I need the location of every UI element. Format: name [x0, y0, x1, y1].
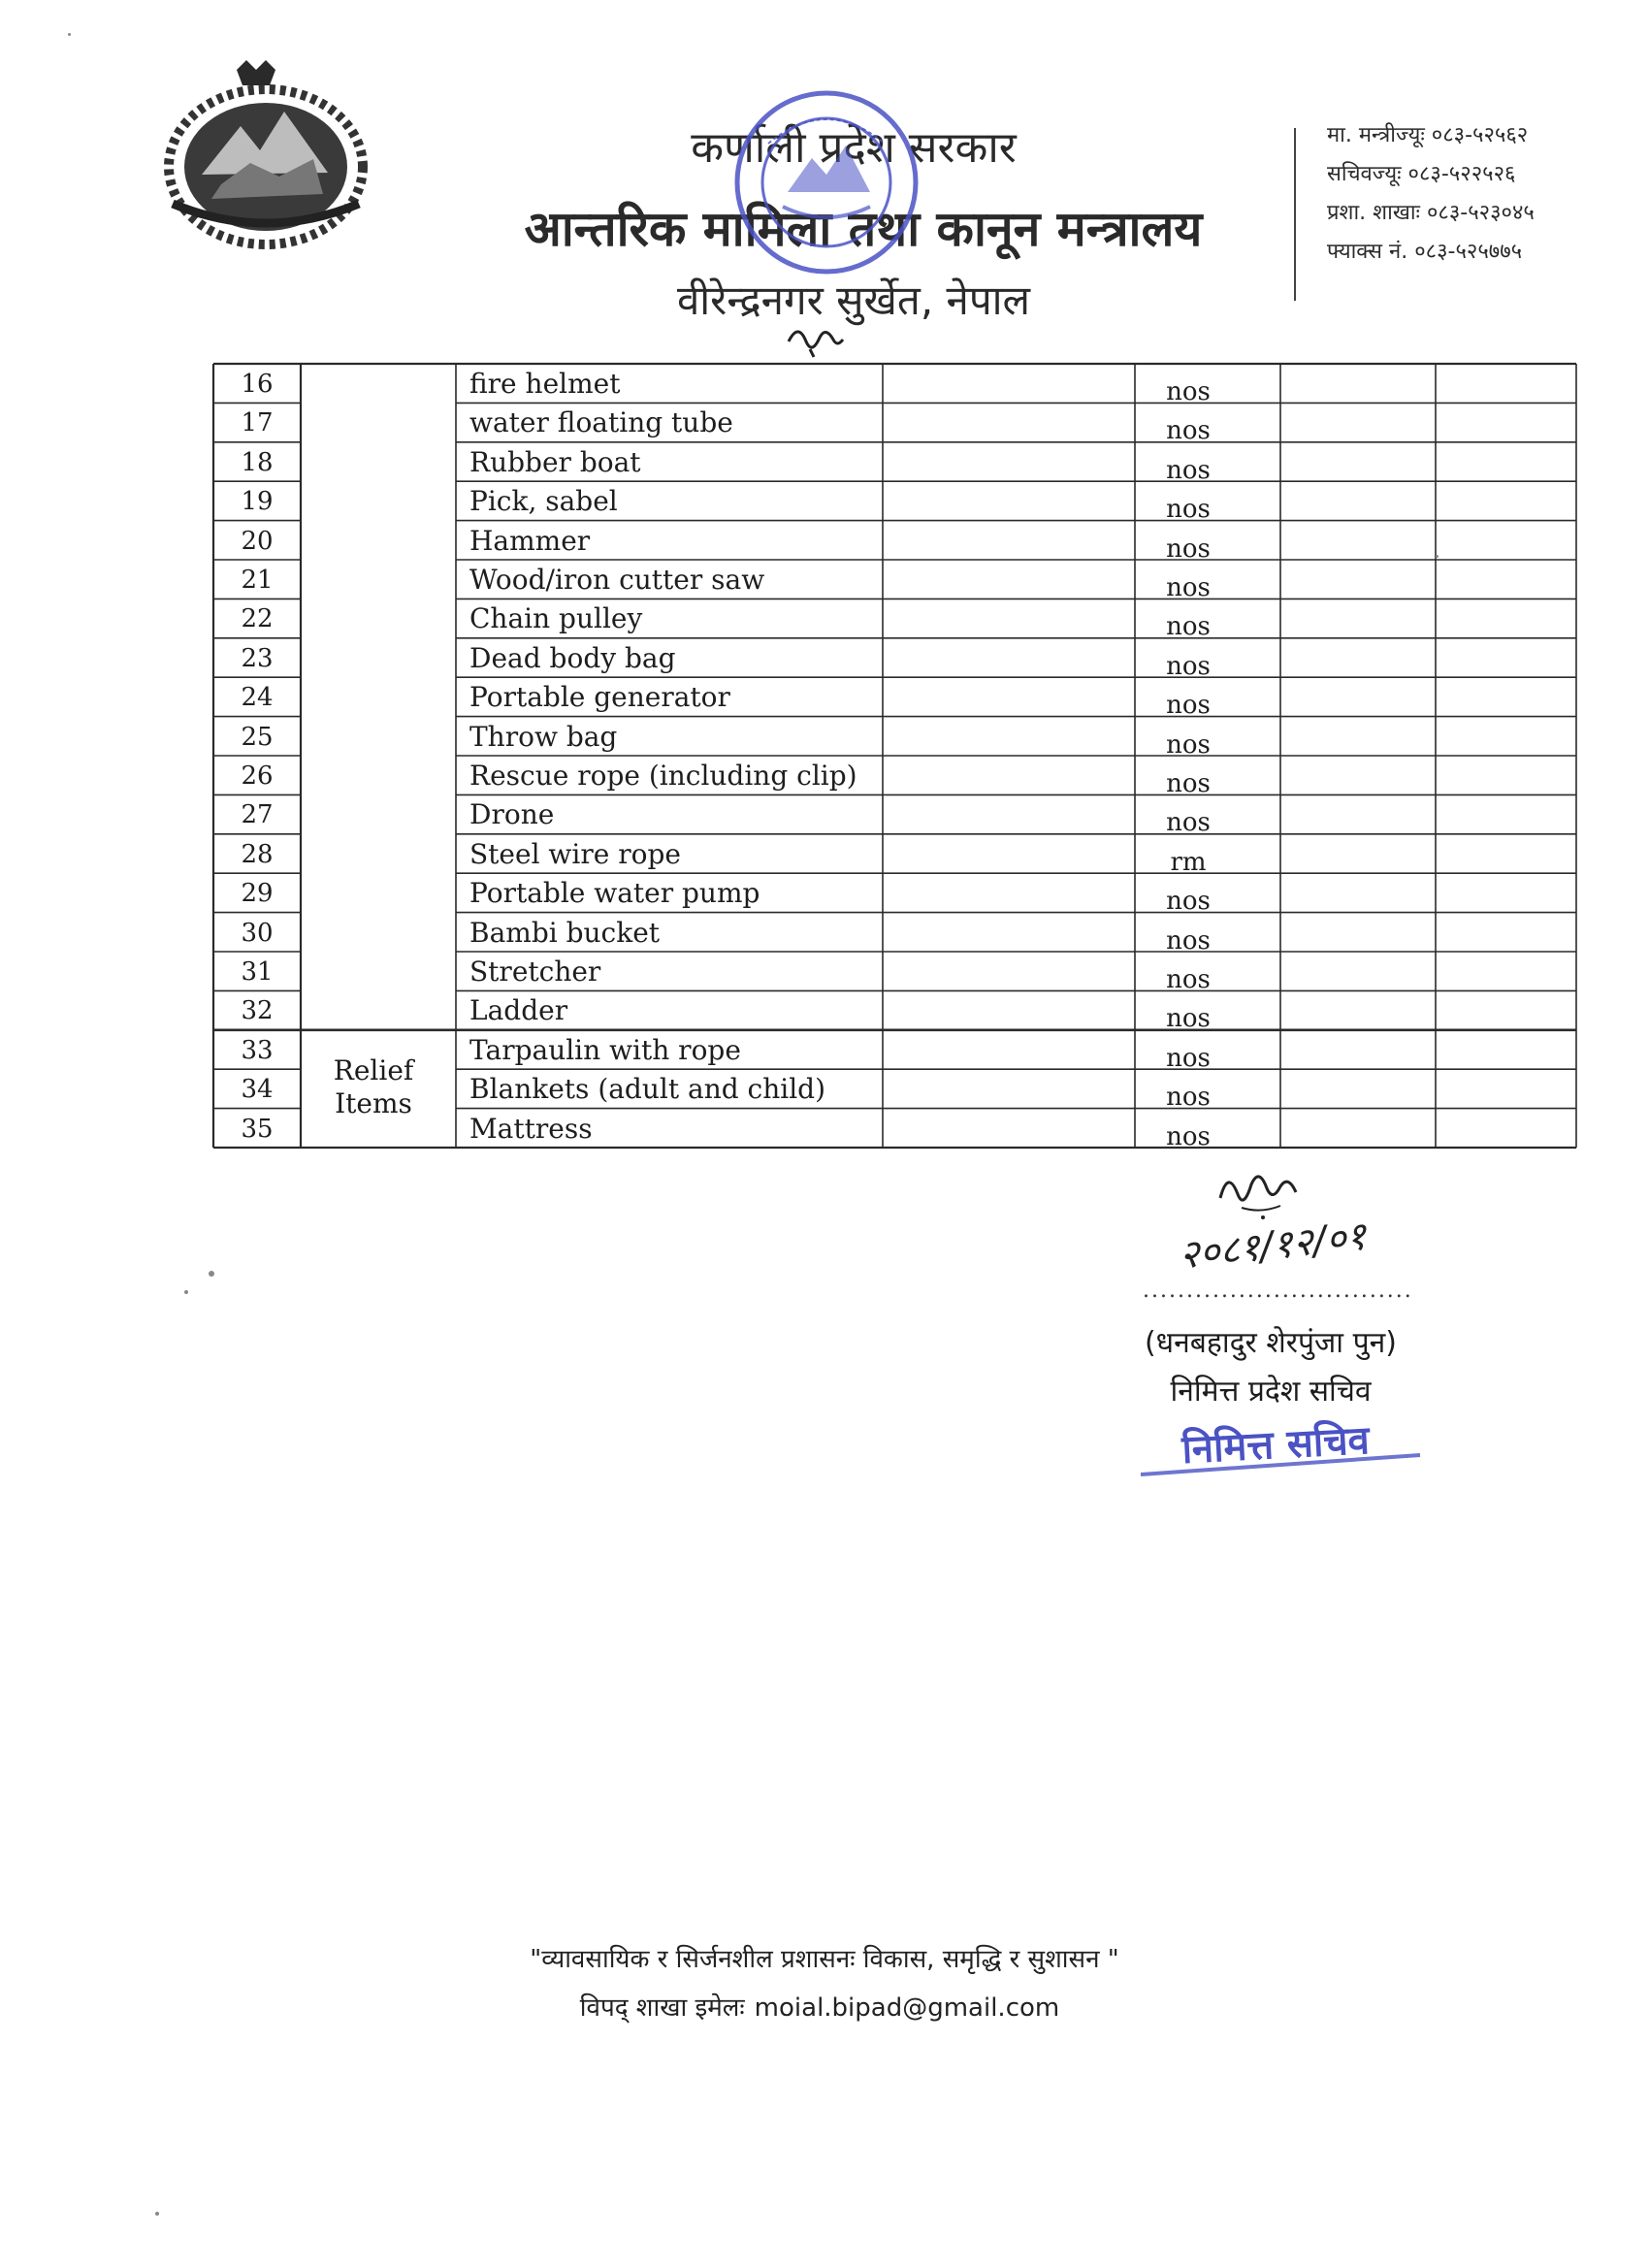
row-item-name: Stretcher	[469, 956, 601, 988]
row-number: 19	[241, 487, 274, 517]
contact-fax: फ्याक्स नं. ०८३-५२५७७५	[1327, 240, 1523, 264]
signatory-title: निमित्त प्रदेश सचिव	[1170, 1375, 1372, 1409]
scan-speck	[155, 2212, 159, 2216]
row-number: 18	[241, 447, 274, 477]
row-unit: nos	[1166, 416, 1211, 446]
row-item-name: Rubber boat	[469, 445, 641, 478]
footer-motto: "व्यावसायिक र सिर्जनशील प्रशासनः विकास, समृद्धि र सुशासन "	[530, 1945, 1119, 1974]
row-number: 32	[241, 996, 274, 1026]
row-unit: nos	[1166, 1043, 1211, 1073]
row-unit: nos	[1166, 965, 1211, 994]
row-item-name: water floating tube	[469, 406, 733, 439]
scan-speck	[1436, 555, 1439, 558]
contact-secretary: सचिवज्यूः ०८३-५२२५२६	[1327, 162, 1516, 186]
row-number: 16	[241, 370, 274, 399]
row-item-name: Tarpaulin with rope	[469, 1033, 741, 1066]
row-unit: nos	[1166, 455, 1211, 485]
ministry-address: वीरेन्द्रनगर सुर्खेत, नेपाल	[676, 276, 1031, 324]
table-grid-lines	[213, 364, 1576, 1148]
relief-items-category: Relief Items	[333, 1054, 414, 1119]
row-item-name: fire helmet	[469, 368, 621, 400]
row-item-name: Chain pulley	[469, 602, 643, 635]
row-number: 29	[241, 879, 274, 909]
ministry-seal-stamp	[729, 85, 923, 279]
row-item-name: Bambi bucket	[469, 916, 661, 949]
row-unit: nos	[1166, 534, 1211, 564]
row-unit: nos	[1166, 377, 1211, 406]
row-item-name: Blankets (adult and child)	[469, 1073, 826, 1106]
row-number: 26	[241, 761, 274, 791]
row-item-name: Portable water pump	[469, 877, 760, 910]
row-item-name: Rescue rope (including clip)	[469, 760, 857, 792]
row-number: 23	[241, 643, 274, 673]
row-item-name: Dead body bag	[469, 641, 676, 674]
header-divider	[1294, 128, 1296, 301]
nepal-emblem-logo	[153, 58, 378, 252]
signature-line: ...............................	[1143, 1279, 1413, 1303]
footer-email-label: विपद् शाखा इमेलः	[579, 1993, 745, 2023]
initial-scribble	[781, 312, 849, 361]
row-number: 22	[241, 604, 274, 634]
scan-speck	[184, 1290, 188, 1294]
row-unit: nos	[1166, 651, 1211, 681]
row-number: 35	[241, 1114, 274, 1144]
signatory-name: (धनबहादुर शेरपुंजा पुन)	[1144, 1326, 1398, 1360]
scan-speck	[68, 33, 71, 36]
row-unit: nos	[1166, 925, 1211, 956]
row-number: 31	[241, 957, 274, 987]
row-unit: nos	[1166, 691, 1211, 721]
officiating-secretary-stamp: निमित्त सचिव	[1180, 1417, 1371, 1474]
row-number: 33	[241, 1035, 274, 1065]
row-unit: nos	[1166, 1121, 1211, 1151]
row-unit: nos	[1166, 729, 1211, 760]
row-item-name: Wood/iron cutter saw	[469, 564, 765, 596]
row-number: 30	[241, 918, 274, 948]
row-item-name: Drone	[469, 798, 555, 831]
government-name: कर्णाली प्रदेश सरकार	[691, 123, 1017, 173]
row-item-name: Ladder	[469, 994, 568, 1027]
ministry-name: आन्तरिक मामिला तथा कानून मन्त्रालय	[524, 201, 1203, 257]
signature-date: २०८१/१२/०१	[1177, 1214, 1369, 1279]
row-unit: nos	[1166, 573, 1211, 602]
row-unit: nos	[1166, 1004, 1211, 1034]
row-number: 17	[241, 408, 274, 438]
row-item-name: Throw bag	[469, 720, 618, 753]
equipment-table	[213, 364, 1576, 1151]
row-unit: nos	[1166, 1083, 1211, 1113]
row-unit: nos	[1166, 495, 1211, 525]
row-number: 20	[241, 526, 274, 556]
footer-email-address: moial.bipad@gmail.com	[754, 1993, 1060, 2023]
contact-minister: मा. मन्त्रीज्यूः ०८३-५२५६२	[1327, 123, 1529, 147]
row-number: 34	[241, 1075, 274, 1105]
row-unit: nos	[1166, 769, 1211, 798]
row-number: 21	[241, 566, 274, 595]
footer-email-line	[369, 1989, 1280, 2024]
row-unit: nos	[1166, 808, 1211, 838]
row-unit: rm	[1170, 847, 1207, 877]
row-unit: nos	[1166, 887, 1211, 917]
row-item-name: Mattress	[469, 1112, 593, 1145]
row-item-name: Portable generator	[469, 681, 730, 714]
row-number: 27	[241, 800, 274, 830]
contact-numbers	[1327, 116, 1637, 272]
scan-speck	[209, 1271, 214, 1277]
row-number: 28	[241, 839, 274, 869]
row-item-name: Hammer	[469, 524, 591, 557]
row-item-name: Pick, sabel	[469, 485, 618, 518]
row-number: 24	[241, 683, 274, 713]
row-item-name: Steel wire rope	[469, 837, 681, 870]
row-unit: nos	[1166, 612, 1211, 642]
contact-admin-branch: प्रशा. शाखाः ०८३-५२३०४५	[1327, 201, 1535, 225]
row-number: 25	[241, 722, 274, 752]
